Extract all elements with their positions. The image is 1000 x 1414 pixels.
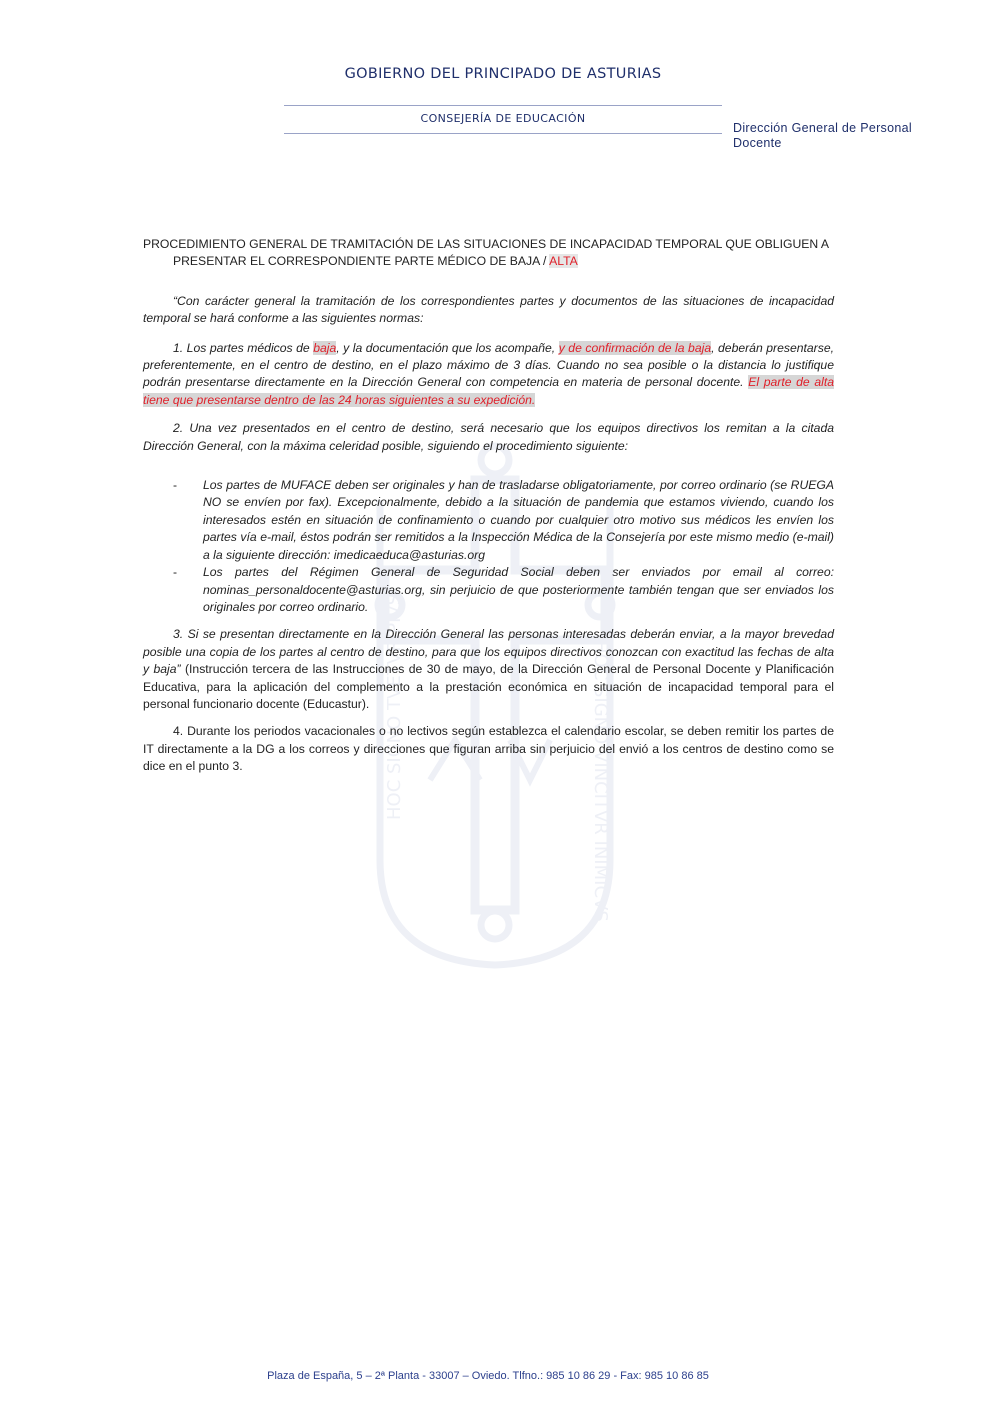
point-1-a: 1. Los partes médicos de (173, 340, 314, 355)
point-1-confirmacion-highlight: y de confirmación de la baja (558, 340, 712, 355)
government-title: GOBIERNO DEL PRINCIPADO DE ASTURIAS (344, 66, 662, 82)
heading-line-1: PROCEDIMIENTO GENERAL DE TRAMITACIÓN DE LAS SITUACIONES DE INCAPACIDAD TEMPORAL QUE OBLIGUEN A (143, 237, 830, 251)
dash-marker: - (173, 565, 178, 580)
direccion-line-1: Dirección General de Personal (733, 121, 912, 135)
point-1-c: , deberán presentarse, preferentemente, en el centro de destino, en el plazo máximo de 3 días. Cuando no sea posible o la distancia lo justifique podrán presentarse directamente en la Dirección General con competencia en materia de personal docente. (143, 340, 834, 390)
document-heading (143, 236, 834, 271)
point-4-paragraph: 4. Durante los periodos vacacionales o no lectivos según establezca el calendario escolar, se deben remitir los partes de IT directamente a la DG a los correos y direcciones que figuran arriba sin perjuicio del envió a los centros de destino como se dice en el punto 3. (143, 724, 834, 774)
point-3-paragraph (143, 626, 834, 713)
direccion-line-2: Docente (733, 136, 782, 150)
point-2-paragraph: 2. Una vez presentados en el centro de destino, será necesario que los equipos directivos los remitan a la citada Dirección General, con la máxima celeridad posible, siguiendo el procedimiento siguiente: (143, 421, 834, 453)
direccion-general-label (733, 121, 943, 151)
intro-paragraph: “Con carácter general la tramitación de los correspondientes partes y documentos de las situaciones de incapacidad temporal se hará conforme a las siguientes normas: (143, 293, 834, 326)
header-rule-top (284, 105, 722, 106)
list-item (143, 477, 834, 564)
header-rule-bottom (284, 133, 722, 134)
watermark-right-text: HOC SIGNO VINCITVR INIMICVS (590, 640, 611, 922)
consejeria-title: CONSEJERÍA DE EDUCACIÓN (420, 112, 586, 125)
heading-alta-highlight: ALTA (549, 254, 578, 269)
footer-address: Plaza de España, 5 – 2ª Planta - 33007 – Oviedo. Tlfno.: 985 10 86 29 - Fax: 985 10 86 85 (267, 1370, 709, 1382)
watermark-left-text: HOC SIGNO TVETVR PIVS (384, 593, 405, 820)
bullet-seguridad-social-text: Los partes del Régimen General de Seguridad Social deben ser enviados por email al correo: nominas_personaldocente@asturias.org, sin perjuicio de que posteriormente también tengan que ser enviados los originales por correo ordinario. (203, 565, 834, 614)
point-3-italic: 3. Si se presentan directamente en la Dirección General las personas interesadas deberán enviar, a la mayor brevedad posible una copia de los partes al centro de destino, para que los equipos directivos conozcan con exactitud las fechas de alta y baja” (143, 627, 834, 677)
heading-line-2-text: PRESENTAR EL CORRESPONDIENTE PARTE MÉDICO DE BAJA / (173, 254, 550, 269)
bullet-muface-text: Los partes de MUFACE deben ser originales y han de trasladarse obligatoriamente, por correo ordinario (se RUEGA NO se envíen por fax). Excepcionalmente, debido a la situación de pandemia que estamos viviendo, cuando los interesados estén en situación de confinamiento o cuando por cualquier otro motivo sus médicos les envíen los partes vía e-mail, éstos podrán ser remitidos a la Inspección Médica de la Consejería por este mismo medio (e-mail) a la siguiente dirección: imedicaeduca@asturias.org (203, 478, 834, 562)
point-1-baja-highlight: baja (313, 340, 337, 355)
list-item (143, 564, 834, 616)
heading-line-2 (143, 253, 834, 270)
dash-marker: - (173, 478, 178, 493)
bullet-list (143, 477, 834, 616)
point-1-alta-note: El parte de alta tiene que presentarse dentro de las 24 horas siguientes a su expedición. (143, 375, 835, 407)
point-1-paragraph (143, 340, 834, 410)
point-3-normal: (Instrucción tercera de las Instrucciones de 30 de mayo, de la Dirección General de Personal Docente y Planificación Educativa, para la aplicación del complemento a la prestación económica en situación de incapacidad temporal para el personal funcionario docente (Educastur). (143, 662, 834, 711)
document-body (143, 236, 834, 776)
point-1-b: , y la documentación que los acompañe, (336, 340, 559, 355)
